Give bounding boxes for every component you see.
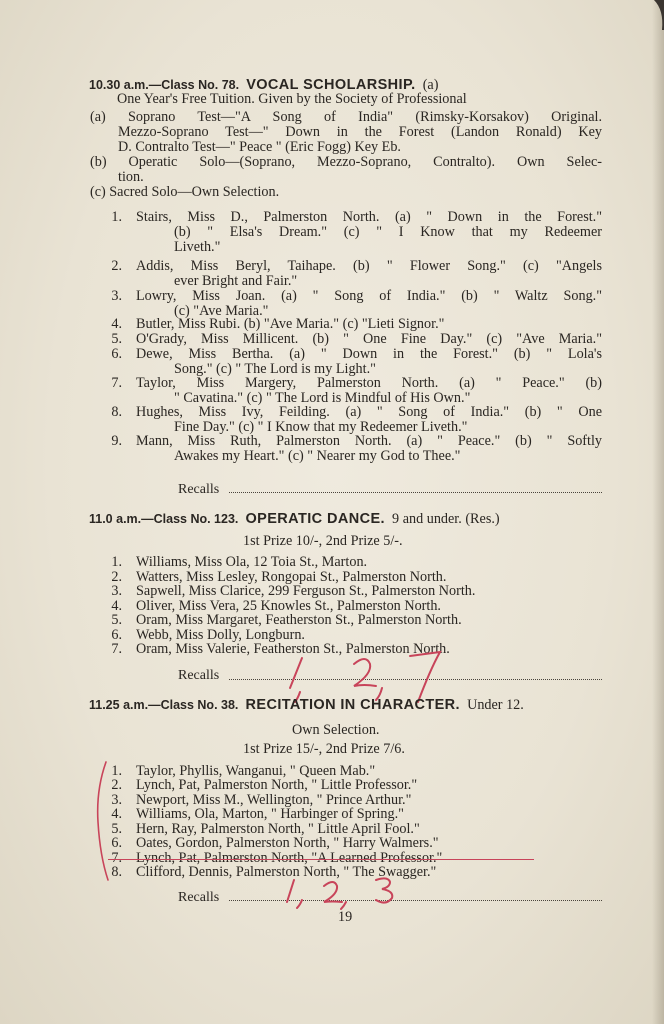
entry-number: 5. — [111, 821, 122, 837]
recalls-label: Recalls — [178, 668, 220, 683]
entry-line: Oram, Miss Valerie, Featherston St., Palmerston North. — [136, 641, 450, 657]
class-number: —Class No. 123. — [141, 512, 239, 526]
entry-line: Lynch, Pat, Palmerston North, " Little Professor." — [136, 777, 418, 793]
entry-number: 1. — [111, 763, 122, 779]
description-line: (b) Operatic Solo—(Soprano, Mezzo-Soprano, Contralto). Own Selec- — [90, 154, 602, 170]
section-heading — [89, 512, 500, 527]
entry-number: 7. — [111, 850, 122, 866]
class-title: VOCAL SCHOLARSHIP. — [246, 77, 416, 93]
entry-line-struck: Lynch, Pat, Palmerston North, "A Learned Professor." — [136, 850, 443, 866]
entry-number: 1. — [111, 554, 122, 570]
entry-line: Taylor, Miss Margery, Palmerston North. (a) " Peace." (b) — [136, 375, 602, 391]
prize-line: 1st Prize 10/-, 2nd Prize 5/-. — [243, 533, 403, 549]
handwritten-recalls — [280, 874, 410, 910]
entry-line: (b) " Elsa's Dream." (c) " I Know that my Redeemer — [174, 224, 602, 240]
entry-line: O'Grady, Miss Millicent. (b) " One Fine Day." (c) "Ave Maria." — [136, 331, 602, 347]
entry-number: 8. — [111, 404, 122, 420]
class-time: 11.0 a.m. — [89, 512, 142, 526]
entry-line: Webb, Miss Dolly, Longburn. — [136, 627, 305, 643]
entry-line: Liveth." — [174, 239, 221, 255]
entry-line: Oliver, Miss Vera, 25 Knowles St., Palmerston North. — [136, 598, 441, 614]
class-number: —Class No. 78. — [148, 78, 240, 92]
entry-line: Oram, Miss Margaret, Featherston St., Palmerston North. — [136, 612, 462, 628]
recalls-label: Recalls — [178, 482, 220, 497]
class-suffix: 9 and under. (Res.) — [392, 511, 500, 527]
entry-line: Williams, Ola, Marton, " Harbinger of Spring." — [136, 806, 404, 822]
description-line: (a) Soprano Test—"A Song of India" (Rimsky-Korsakov) Original. — [90, 109, 602, 125]
class-time: 11.25 a.m. — [89, 698, 149, 712]
entry-number: 4. — [111, 316, 122, 332]
entry-number: 6. — [111, 346, 122, 362]
recalls-label: Recalls — [178, 890, 220, 905]
class-title: RECITATION IN CHARACTER. — [245, 697, 460, 713]
strikethrough-mark — [108, 859, 534, 860]
bracket-mark — [92, 760, 112, 884]
entry-line: Butler, Miss Rubi. (b) "Ave Maria." (c) "Lieti Signor." — [136, 316, 445, 332]
section-heading — [89, 698, 524, 713]
entry-number: 3. — [111, 288, 122, 304]
entry-number: 5. — [111, 612, 122, 628]
entry-number: 7. — [111, 375, 122, 391]
description-line: Mezzo-Soprano Test—" Down in the Forest (Landon Ronald) Key — [118, 124, 602, 140]
entry-line: Mann, Miss Ruth, Palmerston North. (a) " Peace." (b) " Softly — [136, 433, 602, 449]
entry-line: Addis, Miss Beryl, Taihape. (b) " Flower Song." (c) "Angels — [136, 258, 602, 274]
prize-line: 1st Prize 15/-, 2nd Prize 7/6. — [243, 741, 405, 757]
entry-line: Awakes my Heart." (c) " Nearer my God to Thee." — [174, 448, 461, 464]
entry-number: 2. — [111, 569, 122, 585]
entry-number: 5. — [111, 331, 122, 347]
entry-number: 3. — [111, 583, 122, 599]
page-curl — [650, 0, 664, 30]
entry-line: Williams, Miss Ola, 12 Toia St., Marton. — [136, 554, 368, 570]
entry-line: Taylor, Phyllis, Wanganui, " Queen Mab." — [136, 763, 376, 779]
entry-number: 2. — [111, 258, 122, 274]
entry-line: Hern, Ray, Palmerston North, " Little April Fool." — [136, 821, 420, 837]
entry-number: 3. — [111, 792, 122, 808]
class-time: 10.30 a.m. — [89, 78, 149, 92]
class-number: —Class No. 38. — [148, 698, 239, 712]
description-line: tion. — [118, 169, 144, 185]
entry-number: 7. — [111, 641, 122, 657]
entry-number: 1. — [111, 209, 122, 225]
page-edge-shadow — [652, 0, 664, 1024]
entry-number: 6. — [111, 835, 122, 851]
entry-line: Song." (c) " The Lord is my Light." — [174, 361, 376, 377]
entry-line: Dewe, Miss Bertha. (a) " Down in the Forest." (b) " Lola's — [136, 346, 602, 362]
description-line: D. Contralto Test—" Peace " (Eric Fogg) Key Eb. — [118, 139, 401, 155]
description-line: One Year's Free Tuition. Given by the Society of Professional — [117, 91, 467, 107]
entry-number: 4. — [111, 806, 122, 822]
page-number: 19 — [338, 909, 353, 925]
entry-line: Newport, Miss M., Wellington, " Prince Arthur." — [136, 792, 412, 808]
entry-number: 6. — [111, 627, 122, 643]
entry-line: Oates, Gordon, Palmerston North, " Harry Walmers." — [136, 835, 439, 851]
entry-number: 9. — [111, 433, 122, 449]
class-suffix: (a) — [422, 77, 439, 93]
entry-line: Watters, Miss Lesley, Rongopai St., Palmerston North. — [136, 569, 447, 585]
subtitle-line: Own Selection. — [292, 722, 380, 738]
entry-line: Fine Day." (c) " I Know that my Redeemer Liveth." — [174, 419, 468, 435]
recalls-line[interactable] — [229, 492, 602, 493]
entry-line: " Cavatina." (c) " The Lord is Mindful of His Own." — [174, 390, 471, 406]
entry-line: Lowry, Miss Joan. (a) " Song of India." (b) " Waltz Song." — [136, 288, 602, 304]
description-line: (c) Sacred Solo—Own Selection. — [90, 184, 280, 200]
entry-line: (c) "Ave Maria." — [174, 303, 269, 319]
entry-line: Stairs, Miss D., Palmerston North. (a) " Down in the Forest." — [136, 209, 602, 225]
entry-number: 2. — [111, 777, 122, 793]
entry-line: Clifford, Dennis, Palmerston North, " The Swagger." — [136, 864, 437, 880]
entry-number: 8. — [111, 864, 122, 880]
class-title: OPERATIC DANCE. — [245, 511, 385, 527]
entry-line: ever Bright and Fair." — [174, 273, 298, 289]
class-suffix: Under 12. — [467, 697, 524, 713]
entry-number: 4. — [111, 598, 122, 614]
entry-line: Sapwell, Miss Clarice, 299 Ferguson St., Palmerston North. — [136, 583, 476, 599]
entry-line: Hughes, Miss Ivy, Feilding. (a) " Song of India." (b) " One — [136, 404, 602, 420]
